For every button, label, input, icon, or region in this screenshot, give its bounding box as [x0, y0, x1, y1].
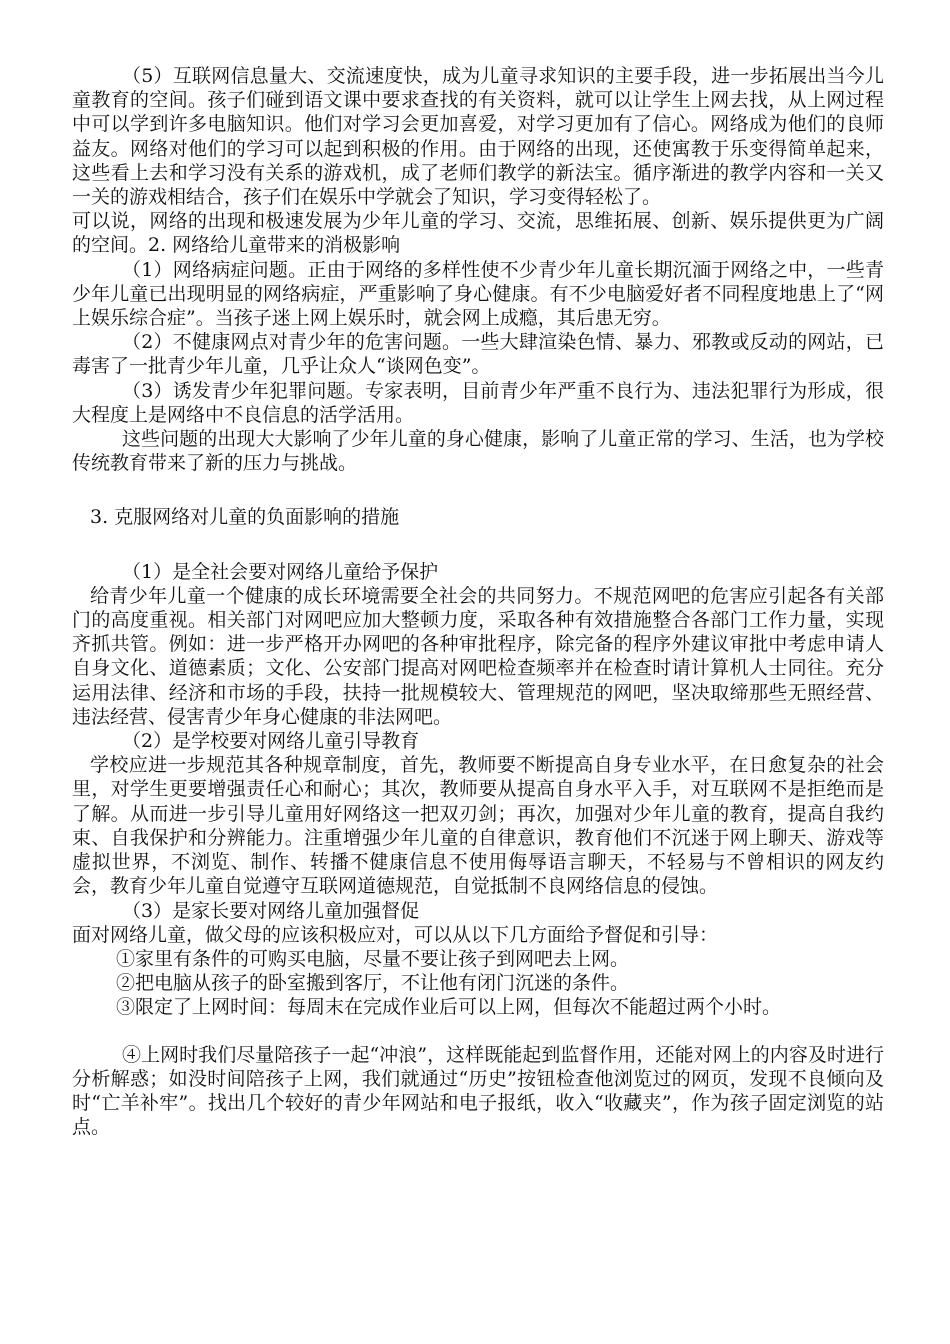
paragraph-negative-summary: 这些问题的出现大大影响了少年儿童的身心健康，影响了儿童正常的学习、生活，也为学校传统教育带来了新的压力与挑战。	[72, 428, 884, 475]
list-item-4: ④上网时我们尽量陪孩子一起“冲浪”，这样既能起到监督作用，还能对网上的内容及时进行分析解惑；如没时间陪孩子上网，我们就通过“历史”按钮检查他浏览过的网页，发现不良倾向及时“亡羊补牢”。找出几个较好的青少年网站和电子报纸，收入“收藏夹”，作为孩子固定浏览的站点。	[72, 1043, 884, 1139]
list-item-1: ①家里有条件的可购买电脑，尽量不要让孩子到网吧去上网。	[116, 947, 630, 970]
paragraph-negative-3: （3）诱发青少年犯罪问题。专家表明，目前青少年严重不良行为、违法犯罪行为形成，很大程度上是网络中不良信息的活学活用。	[72, 379, 884, 426]
paragraph-summary-and-section-2: 可以说，网络的出现和极速发展为少年儿童的学习、交流，思维拓展、创新、娱乐提供更为广阔的空间。2. 网络给儿童带来的消极影响	[72, 210, 884, 257]
spacer	[72, 1020, 884, 1043]
spacer	[72, 475, 884, 505]
measure-2-title: （2）是学校要对网络儿童引导教育	[122, 730, 420, 753]
document-page	[72, 64, 884, 1139]
measure-1-title: （1）是全社会要对网络儿童给予保护	[122, 560, 439, 583]
spacer	[72, 530, 884, 560]
measure-3-title: （3）是家长要对网络儿童加强督促	[122, 899, 420, 922]
measure-3-intro: 面对网络儿童，做父母的应该积极应对，可以从以下几方面给予督促和引导：	[72, 923, 719, 946]
measure-1-body: 给青少年儿童一个健康的成长环境需要全社会的共同努力。不规范网吧的危害应引起各有关部门的高度重视。相关部门对网吧应加大整顿力度，采取各种有效措施整合各部门工作力量，实现齐抓共管。例如：进一步严格开办网吧的各种审批程序，除完备的程序外建议审批中考虑申请人自身文化、道德素质；文化、公安部门提高对网吧检查频率并在检查时请计算机人士同往。充分运用法律、经济和市场的手段，扶持一批规模较大、管理规范的网吧，坚决取缔那些无照经营、违法经营、侵害青少年身心健康的非法网吧。	[72, 584, 884, 728]
measure-2-body: 学校应进一步规范其各种规章制度，首先，教师要不断提高自身专业水平，在日愈复杂的社会里，对学生更要增强责任心和耐心；其次，教师要从提高自身水平入手，对互联网不是拒绝而是了解。从而进一步引导儿童用好网络这一把双刃剑；再次，加强对少年儿童的教育，提高自我约束、自我保护和分辨能力。注重增强少年儿童的自律意识，教育他们不沉迷于网上聊天、游戏等虚拟世界，不浏览、制作、转播不健康信息不使用侮辱语言聊天，不轻易与不曾相识的网友约会，教育少年儿童自觉遵守互联网道德规范，自觉抵制不良网络信息的侵蚀。	[72, 754, 884, 898]
list-item-3: ③限定了上网时间：每周末在完成作业后可以上网，但每次不能超过两个小时。	[116, 996, 782, 1019]
paragraph-negative-1: （1）网络病症问题。正由于网络的多样性使不少青少年儿童长期沉湎于网络之中，一些青少年儿童已出现明显的网络病症，严重影响了身心健康。有不少电脑爱好者不同程度地患上了“网上娱乐综合症”。当孩子迷上网上娱乐时，就会网上成瘾，其后患无穷。	[72, 258, 884, 330]
list-item-2: ②把电脑从孩子的卧室搬到客厅，不让他有闭门沉迷的条件。	[116, 972, 630, 995]
paragraph-internet-benefit-5: （5）互联网信息量大、交流速度快，成为儿童寻求知识的主要手段，进一步拓展出当今儿童教育的空间。孩子们碰到语文课中要求查找的有关资料，就可以让学生上网去找，从上网过程中可以学到许多电脑知识。他们对学习会更加喜爱，对学习更加有了信心。网络成为他们的良师益友。网络对他们的学习可以起到积极的作用。由于网络的出现，还使寓教于乐变得简单起来，这些看上去和学习没有关系的游戏机，成了老师们教学的新法宝。循序渐进的教学内容和一关又一关的游戏相结合，孩子们在娱乐中学就会了知识，学习变得轻松了。	[72, 65, 884, 209]
section-3-heading: 3. 克服网络对儿童的负面影响的措施	[90, 506, 400, 529]
paragraph-negative-2: （2）不健康网点对青少年的危害问题。一些大肆渲染色情、暴力、邪教或反动的网站，已毒害了一批青少年儿童，几乎让众人“谈网色变”。	[72, 331, 884, 378]
